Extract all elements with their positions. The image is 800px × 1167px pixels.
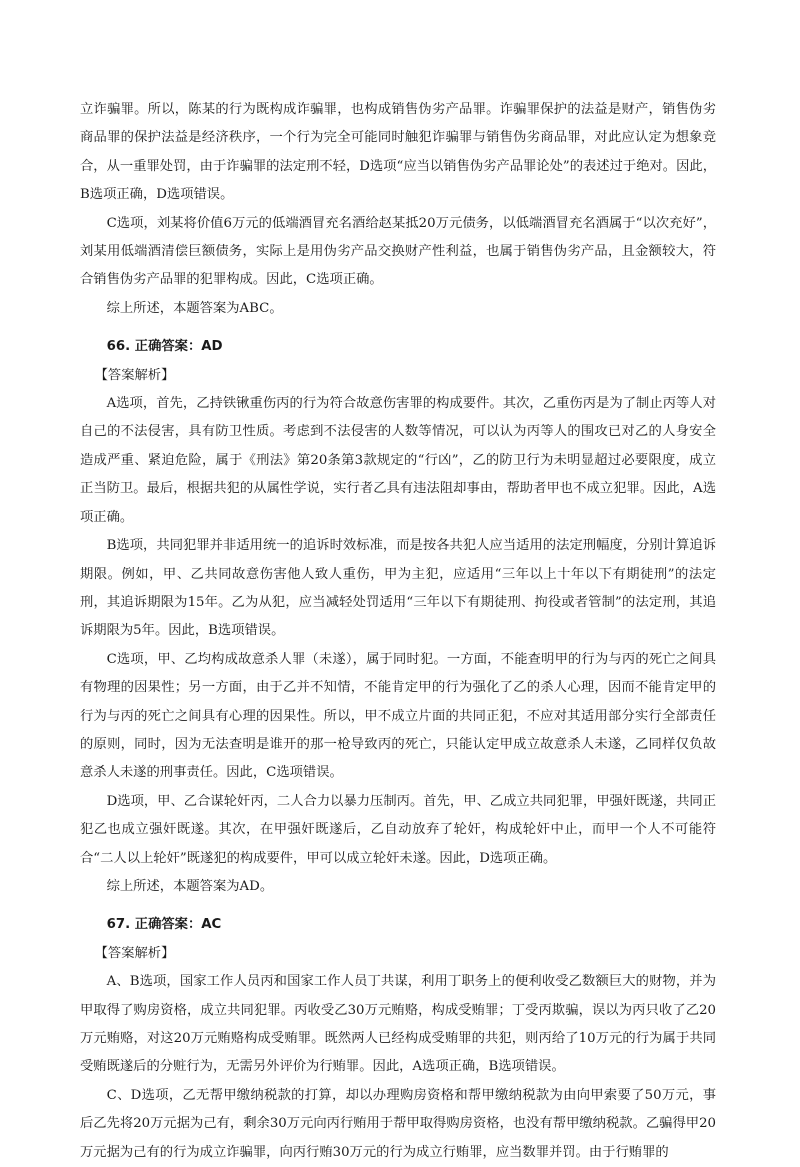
q67-answer-heading: 67. 正确答案：AC	[106, 917, 222, 933]
q66-analysis-tag: 【答案解析】	[94, 367, 175, 383]
q65-conclusion: 综上所述，本题答案为ABC。	[106, 300, 283, 316]
q66-answer-heading: 66. 正确答案：AD	[106, 339, 223, 355]
q67-analysis-tag: 【答案解析】	[94, 945, 175, 961]
q66-option-a: A选项，首先，乙持铁锹重伤丙的行为符合故意伤害罪的构成要件。其次，乙重伤丙是为了制止丙等人对自己的不法侵害，具有防卫性质。考虑到不法侵害的人数等情况，可以认为丙等人的围攻已对乙的人身安全造成严重、紧迫危险，属于《刑法》第20条第3款规定的“行凶”，乙的防卫行为未明显超过必要限度，成立正当防卫。最后，根据共犯的从属性学说，实行者乙具有违法阻却事由，帮助者甲也不成立犯罪。因此，A选项正确。	[80, 396, 716, 525]
q67-option-cd: C、D选项，乙无帮甲缴纳税款的打算，却以办理购房资格和帮甲缴纳税款为由向甲索要了50万元，事后乙先将20万元据为己有，剩余30万元向丙行贿用于帮甲取得购房资格，也没有帮甲缴纳税款。乙骗得甲20万元据为己有的行为成立诈骗罪，向丙行贿30万元的行为成立行贿罪，应当数罪并罚。由于行贿罪的	[80, 1087, 716, 1160]
q67-option-ab: A、B选项，国家工作人员丙和国家工作人员丁共谋，利用丁职务上的便利收受乙数额巨大的财物，并为甲取得了购房资格，成立共同犯罪。丙收受乙30万元贿赂，构成受贿罪；丁受丙欺骗，误以为丙只收了乙20万元贿赂，对这20万元贿赂构成受贿罪。既然两人已经构成受贿罪的共犯，则丙给了10万元的行为属于共同受贿既遂后的分赃行为，无需另外评价为行贿罪。因此，A选项正确，B选项错误。	[80, 974, 716, 1075]
q65-paragraph-1: 立诈骗罪。所以，陈某的行为既构成诈骗罪，也构成销售伪劣产品罪。诈骗罪保护的法益是财产，销售伪劣商品罪的保护法益是经济秩序，一个行为完全可能同时触犯诈骗罪与销售伪劣商品罪，对此应认定为想象竞合，从一重罪处罚，由于诈骗罪的法定刑不轻，D选项“应当以销售伪劣产品罪论处”的表述过于绝对。因此，B选项正确，D选项错误。	[80, 102, 716, 203]
document-body	[80, 96, 716, 1167]
q66-option-c: C选项，甲、乙均构成故意杀人罪（未遂），属于同时犯。一方面，不能查明甲的行为与丙的死亡之间具有物理的因果性；另一方面，由于乙并不知情，不能肯定甲的行为强化了乙的杀人心理，因而不能肯定甲的行为与丙的死亡之间具有心理的因果性。所以，甲不成立片面的共同正犯，不应对其适用部分实行全部责任的原则，同时，因为无法查明是谁开的那一枪导致丙的死亡，只能认定甲成立故意杀人未遂，乙同样仅负故意杀人未遂的刑事责任。因此，C选项错误。	[80, 651, 716, 781]
q65-paragraph-2: C选项，刘某将价值6万元的低端酒冒充名酒给赵某抵20万元债务，以低端酒冒充名酒属于“以次充好”，刘某用低端酒清偿巨额债务，实际上是用伪劣产品交换财产性利益，也属于销售伪劣产品，且金额较大，符合销售伪劣产品罪的犯罪构成。因此，C选项正确。	[80, 215, 716, 288]
q66-option-b: B选项，共同犯罪并非适用统一的追诉时效标准，而是按各共犯人应当适用的法定刑幅度，分别计算追诉期限。例如，甲、乙共同故意伤害他人致人重伤，甲为主犯，应适用“三年以上十年以下有期徒刑”的法定刑，其追诉期限为15年。乙为从犯，应当减轻处罚适用“三年以下有期徒刑、拘役或者管制”的法定刑，其追诉期限为5年。因此，B选项错误。	[80, 538, 716, 639]
section-gap	[80, 323, 716, 333]
section-gap	[80, 901, 716, 911]
q66-conclusion: 综上所述，本题答案为AD。	[106, 878, 274, 894]
q66-option-d: D选项，甲、乙合谋轮奸丙，二人合力以暴力压制丙。首先，甲、乙成立共同犯罪，甲强奸既遂，共同正犯乙也成立强奸既遂。其次，在甲强奸既遂后，乙自动放弃了轮奸，构成轮奸中止，而甲一个人不可能符合“二人以上轮奸”既遂犯的构成要件，甲可以成立轮奸未遂。因此，D选项正确。	[80, 793, 716, 866]
